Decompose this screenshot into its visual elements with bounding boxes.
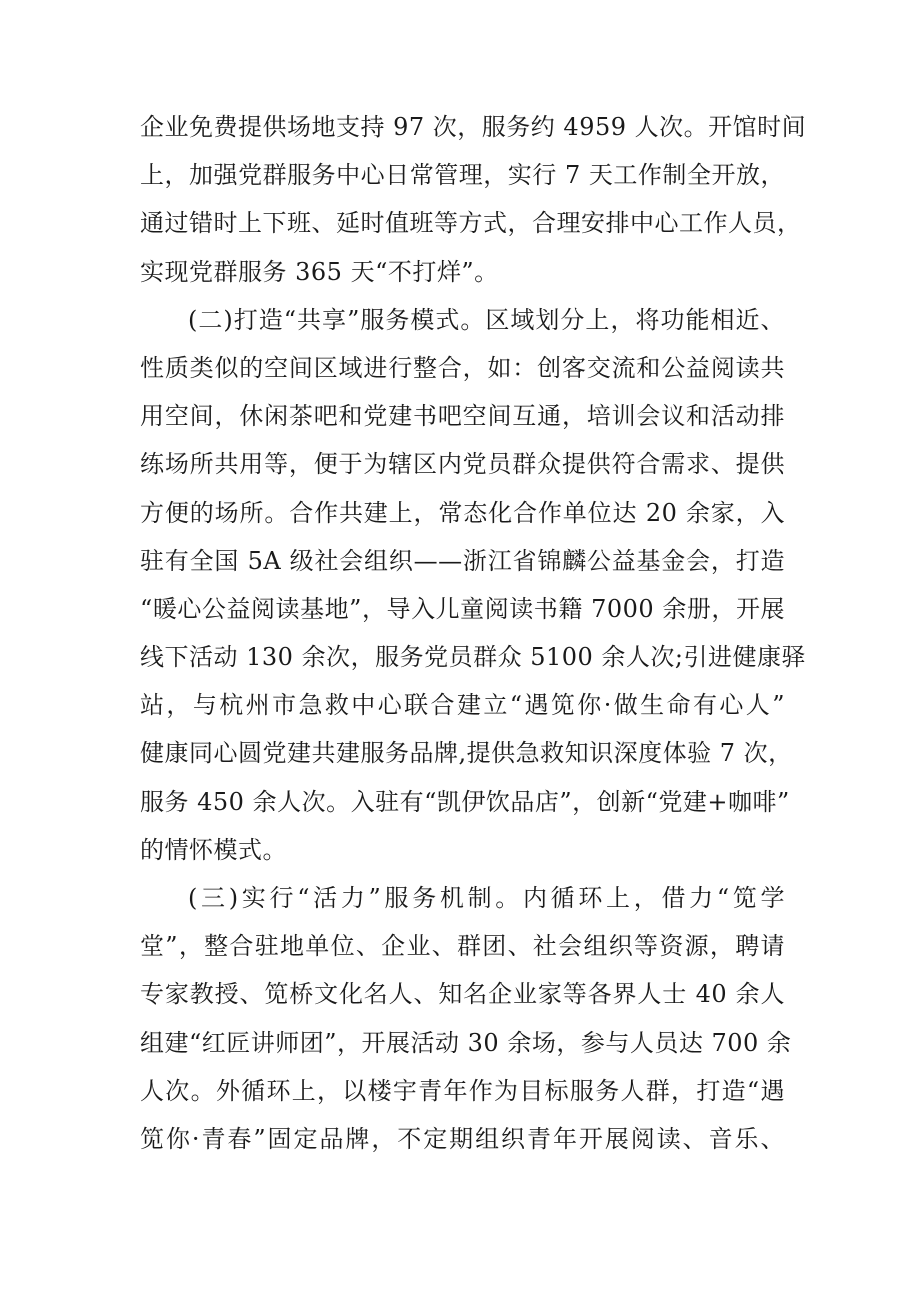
text-line: 站，与杭州市急救中心联合建立“遇笕你·做生命有心人”: [140, 691, 785, 720]
text-line: (二)打造“共享”服务模式。区域划分上，将功能相近、: [188, 305, 785, 334]
text-line: 健康同心圆党建共建服务品牌,提供急救知识深度体验 7 次，: [140, 739, 793, 768]
text-line: 笕你·青春”固定品牌，不定期组织青年开展阅读、音乐、: [140, 1124, 785, 1153]
text-line: 实现党群服务 365 天“不打烊”。: [140, 257, 499, 286]
text-line: 方便的场所。合作共建上，常态化合作单位达 20 余家，入: [140, 498, 785, 527]
text-line: 线下活动 130 余次，服务党员群众 5100 余人次;引进健康驿: [140, 643, 806, 672]
text-line: 组建“红匠讲师团”，开展活动 30 余场，参与人员达 700 余: [140, 1028, 792, 1057]
text-line: 通过错时上下班、延时值班等方式，合理安排中心工作人员，: [140, 209, 802, 238]
text-line: 上，加强党群服务中心日常管理，实行 7 天工作制全开放，: [140, 161, 785, 190]
document-body: [140, 103, 807, 1163]
text-line: 服务 450 余人次。入驻有“凯伊饮品店”，创新“党建+咖啡”: [140, 787, 790, 816]
text-line: 用空间，休闲茶吧和党建书吧空间互通，培训会议和活动排: [140, 402, 785, 431]
text-line: 专家教授、笕桥文化名人、知名企业家等各界人士 40 余人: [140, 980, 785, 1009]
text-line: (三)实行“活力”服务机制。内循环上，借力“笕学: [188, 884, 785, 912]
text-line: 练场所共用等，便于为辖区内党员群众提供符合需求、提供: [140, 450, 785, 479]
text-line: 企业免费提供场地支持 97 次，服务约 4959 人次。开馆时间: [140, 113, 807, 141]
text-line: 驻有全国 5A 级社会组织——浙江省锦麟公益基金会，打造: [140, 546, 785, 575]
text-line: 堂”，整合驻地单位、企业、群团、社会组织等资源，聘请: [140, 932, 785, 961]
text-line: 的情怀模式。: [140, 835, 287, 864]
text-line: 性质类似的空间区域进行整合，如：创客交流和公益阅读共: [140, 353, 785, 382]
text-line: 人次。外循环上，以楼宇青年作为目标服务人群，打造“遇: [140, 1076, 785, 1105]
text-line: “暖心公益阅读基地”，导入儿童阅读书籍 7000 余册，开展: [140, 594, 785, 623]
